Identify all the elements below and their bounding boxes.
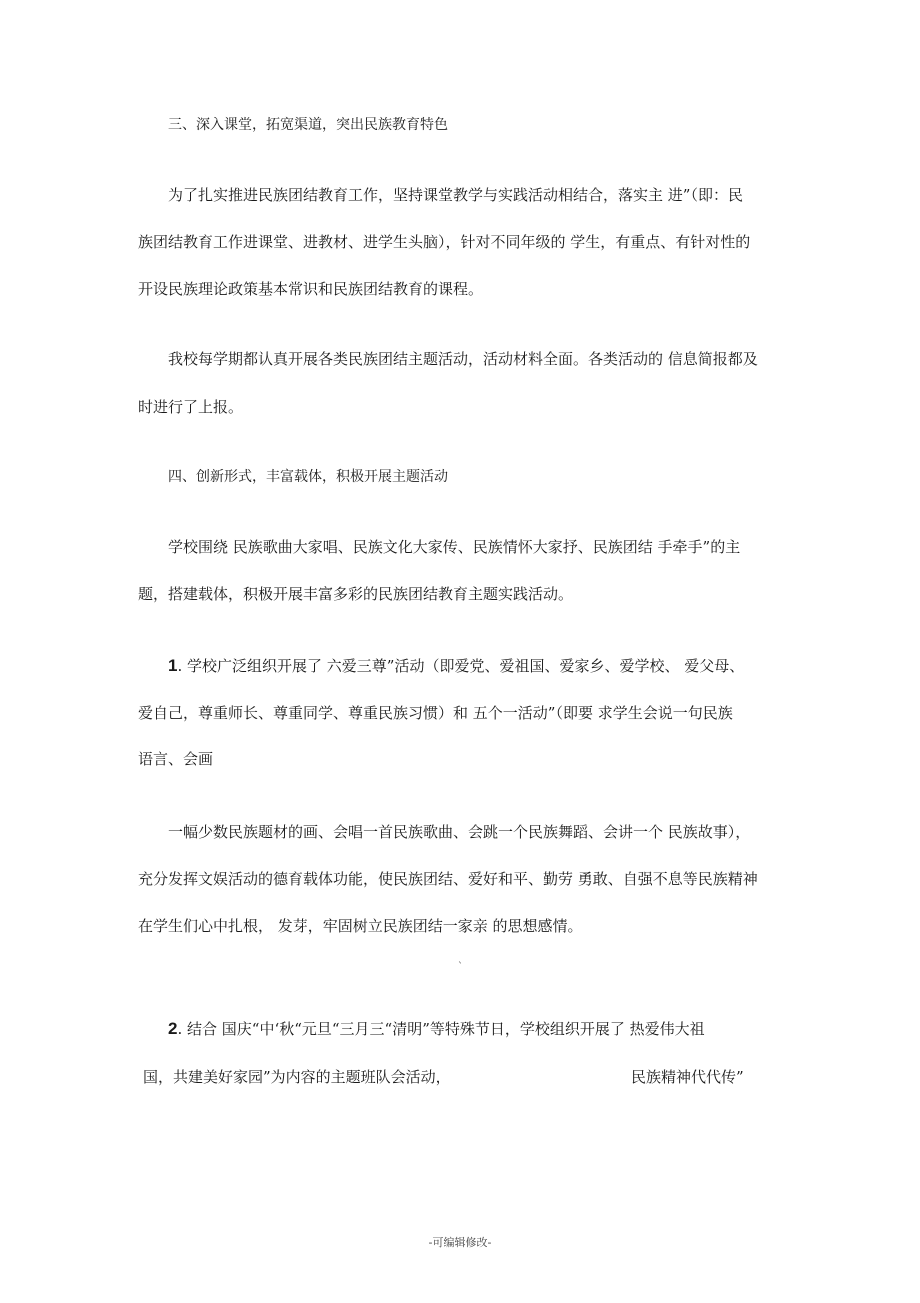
item-2-number: 2 — [168, 1019, 178, 1038]
item-1-line-2: 爱自己，尊重师长、尊重同学、尊重民族习惯）和 五个一活动”（即要 求学生会说一句民族 — [138, 704, 733, 722]
item-2-line-1 — [168, 1019, 705, 1039]
item-2-line-2b: 民族精神代代传” — [631, 1068, 744, 1086]
section-3-heading: 三、深入课堂，拓宽渠道，突出民族教育特色 — [168, 117, 448, 133]
item-1-line-1 — [168, 656, 744, 676]
paragraph-4-line-2: 充分发挥文娱活动的德育载体功能，使民族团结、爱好和平、勤劳 勇敢、自强不息等民族精神 — [138, 870, 758, 888]
paragraph-1-line-2: 族团结教育工作进课堂、进教材、进学生头脑），针对不同年级的 学生，有重点、有针对性的 — [138, 233, 751, 251]
paragraph-1-line-1: 为了扎实推进民族团结教育工作，坚持课堂教学与实践活动相结合，落实主 进”（即：民 — [168, 186, 743, 204]
paragraph-3-line-1: 学校围绕 民族歌曲大家唱、民族文化大家传、民族情怀大家抒、民族团结 手牵手”的主 — [168, 538, 741, 556]
item-2-line-2a: 国，共建美好家园”为内容的主题班队会活动， — [143, 1068, 451, 1086]
paragraph-3-line-2: 题，搭建载体，积极开展丰富多彩的民族团结教育主题实践活动。 — [138, 585, 574, 603]
paragraph-1-line-3: 开设民族理论政策基本常识和民族团结教育的课程。 — [138, 280, 484, 298]
paragraph-2-line-2: 时进行了上报。 — [138, 398, 244, 416]
paragraph-2-line-1: 我校每学期都认真开展各类民族团结主题活动，活动材料全面。各类活动的 信息简报都及 — [168, 350, 758, 368]
item-1-line-3: 语言、会画 — [138, 750, 214, 768]
stray-mark: ` — [458, 962, 463, 973]
item-1-text-1: . 学校广泛组织开展了 六爱三尊”活动（即爱党、爱祖国、爱家乡、爱学校、 爱父母、 — [177, 657, 745, 675]
paragraph-4-line-3: 在学生们心中扎根， 发芽，牢固树立民族团结一家亲 的思想感情。 — [138, 917, 583, 935]
paragraph-4-line-1: 一幅少数民族题材的画、会唱一首民族歌曲、会跳一个民族舞蹈、会讲一个 民族故事）， — [168, 823, 751, 841]
page-footer: -可编辑修改- — [428, 1236, 492, 1249]
item-1-number: 1 — [168, 656, 178, 675]
section-4-heading: 四、创新形式，丰富载体，积极开展主题活动 — [168, 469, 448, 485]
item-2-text-1: . 结合 国庆“中‘秋“元旦“三月三“清明”等特殊节日，学校组织开展了 热爱伟大祖 — [177, 1020, 705, 1038]
